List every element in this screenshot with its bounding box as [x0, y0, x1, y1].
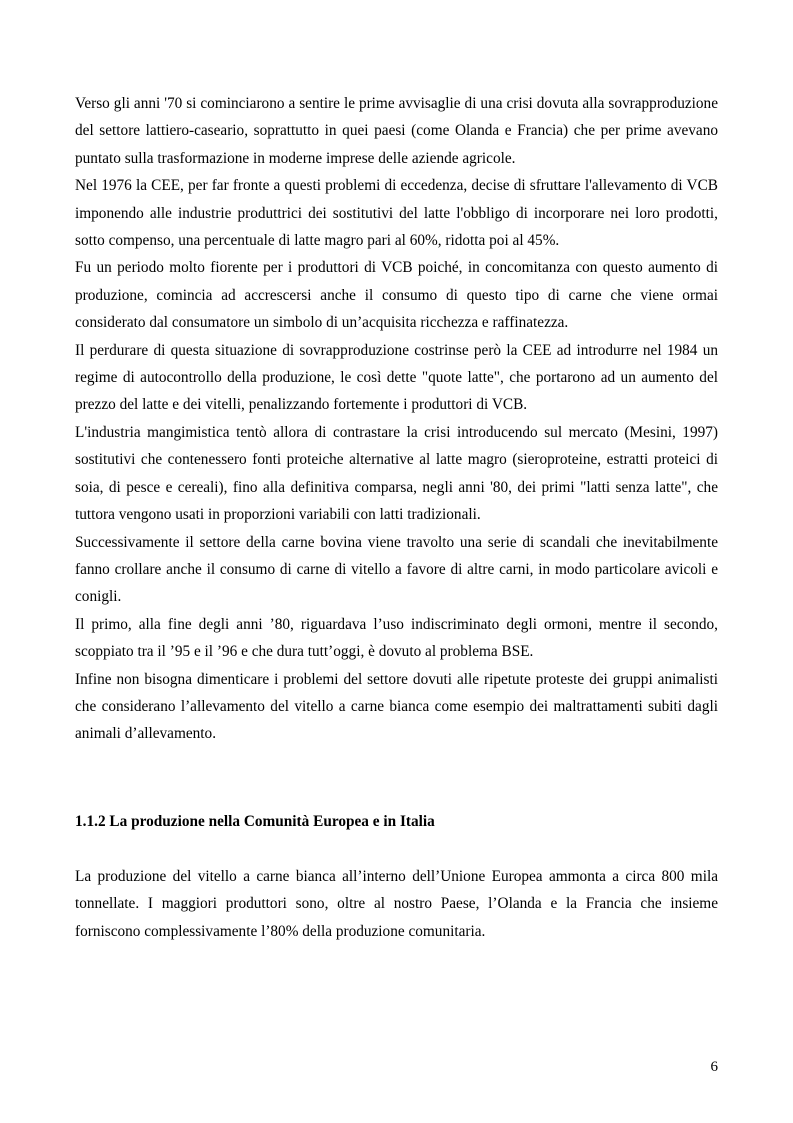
paragraph-7: Il primo, alla fine degli anni ’80, riguardava l’uso indiscriminato degli ormoni, mentre il secondo, scoppiato tra il ’95 e il ’96 e che dura tutt’oggi, è dovuto al problema BSE. — [75, 615, 718, 661]
page-number: 6 — [710, 1059, 718, 1075]
paragraph-6: Successivamente il settore della carne bovina viene travolto una serie di scandali che inevitabilmente fanno crollare anche il consumo di carne di vitello a favore di altre carni, in modo particolare avicoli e conigli. — [75, 533, 718, 606]
section-heading: 1.1.2 La produzione nella Comunità Europea e in Italia — [75, 813, 435, 830]
paragraph-4: Il perdurare di questa situazione di sovrapproduzione costrinse però la CEE ad introdurre nel 1984 un regime di autocontrollo della produzione, le così dette "quote latte", che portarono ad un aumento del prezzo del latte e dei vitelli, penalizzando fortemente i produttori di VCB. — [75, 341, 718, 414]
section-body — [75, 863, 718, 945]
paragraph-1: Verso gli anni '70 si cominciarono a sentire le prime avvisaglie di una crisi dovuta alla sovrapproduzione del settore lattiero-caseario, soprattutto in quei paesi (come Olanda e Francia) che per prime avevano puntato sulla trasformazione in moderne imprese delle aziende agricole. — [75, 95, 718, 167]
paragraph-8: Infine non bisogna dimenticare i problemi del settore dovuti alle ripetute proteste dei gruppi animalisti che considerano l’allevamento del vitello a carne bianca come esempio dei maltrattamenti subiti dagli animali d’allevamento. — [75, 670, 718, 743]
paragraph-3: Fu un periodo molto fiorente per i produttori di VCB poiché, in concomitanza con questo aumento di produzione, comincia ad accrescersi anche il consumo di questo tipo di carne che viene ormai considerato dal consumatore un simbolo di un’acquisita ricchezza e raffinatezza. — [75, 259, 718, 332]
section-paragraph-1: La produzione del vitello a carne bianca all’interno dell’Unione Europea ammonta a circa 800 mila tonnellate. I maggiori produttori sono, oltre al nostro Paese, l’Olanda e la Francia che insieme forniscono complessivamente l’80% della produzione comunitaria. — [75, 868, 718, 940]
paragraph-5: L'industria mangimistica tentò allora di contrastare la crisi introducendo sul mercato (Mesini, 1997) sostitutivi che contenessero fonti proteiche alternative al latte magro (sieroproteine, estratti proteici di soia, di pesce e cereali), fino alla definitiva comparsa, negli anni '80, dei primi "latti senza latte", che tuttora vengono usati in proporzioni variabili con latti tradizionali. — [75, 423, 718, 524]
paragraph-2: Nel 1976 la CEE, per far fronte a questi problemi di eccedenza, decise di sfruttare l'allevamento di VCB imponendo alle industrie produttrici dei sostitutivi del latte l'obbligo di incorporare nei loro prodotti, sotto compenso, una percentuale di latte magro pari al 60%, ridotta poi al 45%. — [75, 177, 718, 250]
body-text — [75, 90, 718, 748]
